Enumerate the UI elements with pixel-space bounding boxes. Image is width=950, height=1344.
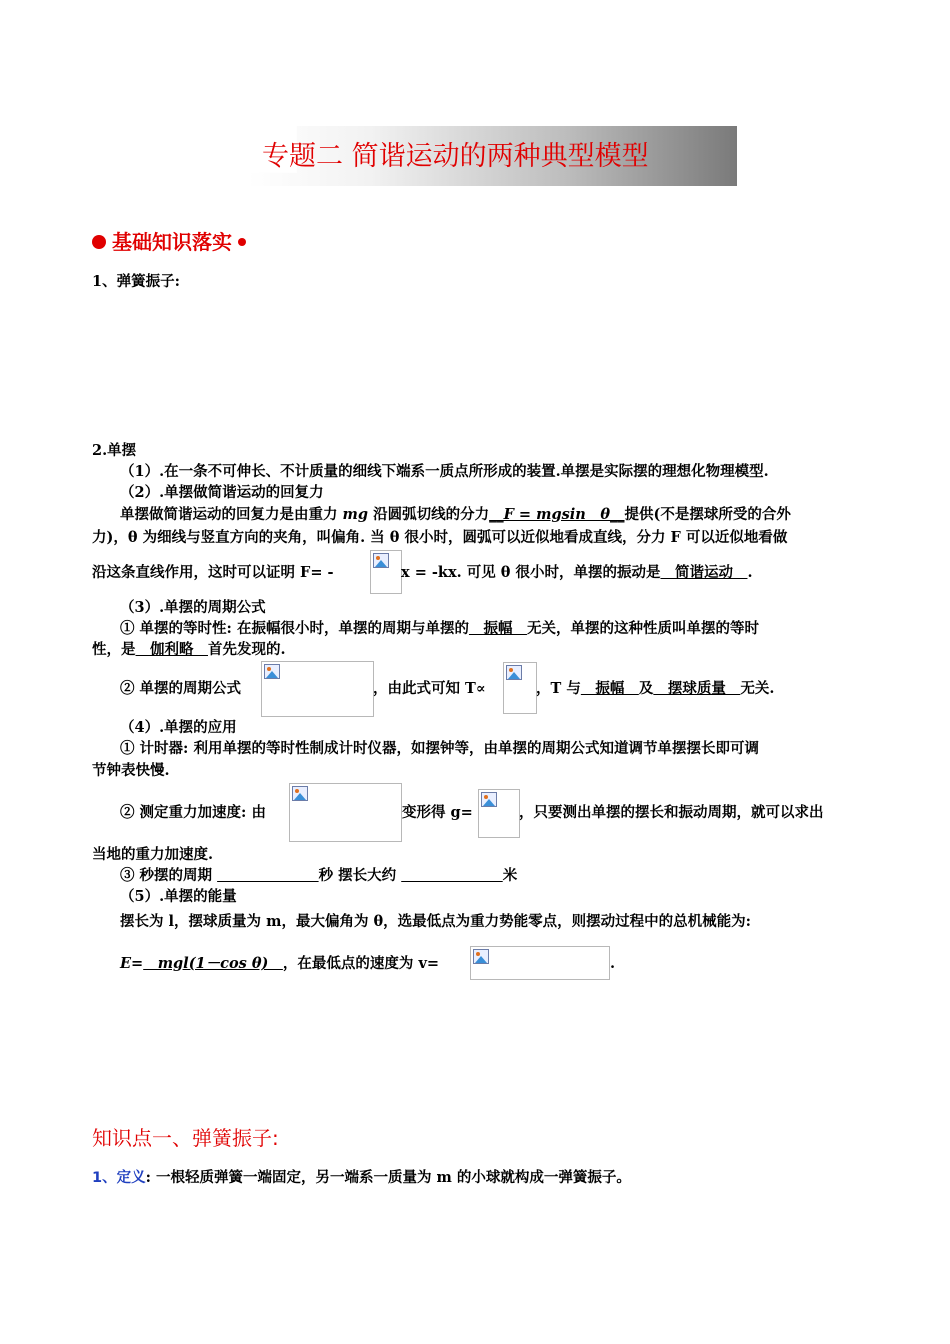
paragraph-11: ① 计时器: 利用单摆的等时性制成计时仪器，如摆钟等，由单摆的周期公式知道调节单摆摆长即可调 xyxy=(120,740,759,757)
formula-image-placeholder xyxy=(478,789,520,838)
bullet-dot-icon xyxy=(92,235,106,249)
paragraph-18c: . xyxy=(610,955,616,972)
answer-blank-galileo: 伽利略 xyxy=(135,641,208,658)
paragraph-5b: x = -kx. 可见 θ 很小时，单摆的振动是 简谐运动 . xyxy=(401,564,753,581)
paragraph-1: （1）.在一条不可伸长、不计质量的细线下端系一质点所形成的装置.单摆是实际摆的理想化物理模型. xyxy=(120,463,769,480)
formula-image-placeholder xyxy=(503,662,537,714)
answer-blank-amplitude: 振幅 xyxy=(468,620,527,637)
paragraph-8: 性，是 伽利略 首先发现的. xyxy=(92,641,286,658)
broken-image-icon xyxy=(481,792,497,807)
paragraph-13b: 变形得 g= xyxy=(402,804,473,821)
page-title: 专题二 简谐运动的两种典型模型 xyxy=(262,141,649,172)
paragraph-16: （5）.单摆的能量 xyxy=(120,888,237,905)
answer-blank-force: __F = mgsin θ__ xyxy=(489,506,625,523)
paragraph-10: （4）.单摆的应用 xyxy=(120,719,237,736)
paragraph-9c: ，T 与 振幅 及 摆球质量 无关. xyxy=(536,680,775,697)
paragraph-6: （3）.单摆的周期公式 xyxy=(120,599,266,616)
answer-blank-mass: 摆球质量 xyxy=(653,680,741,697)
item-pendulum: 2.单摆 xyxy=(92,442,137,459)
paragraph-14: 当地的重力加速度. xyxy=(92,846,214,863)
formula-image-placeholder xyxy=(370,550,402,594)
paragraph-9b: ，由此式可知 T∝ xyxy=(373,680,486,697)
broken-image-icon xyxy=(264,664,280,679)
answer-blank-amplitude-2: 振幅 xyxy=(580,680,639,697)
paragraph-15: ③ 秒摆的周期 秒 摆长大约 米 xyxy=(120,867,518,884)
paragraph-2: （2）.单摆做简谐运动的回复力 xyxy=(120,484,324,501)
paragraph-5a: 沿这条直线作用，这时可以证明 F= - xyxy=(92,564,334,581)
section-heading-basics: 基础知识落实 xyxy=(92,226,246,255)
item-spring-oscillator: 1、弹簧振子: xyxy=(92,273,180,290)
definition-label: 1、定义 xyxy=(92,1170,146,1186)
broken-image-icon xyxy=(473,949,489,964)
answer-blank-length xyxy=(401,867,503,884)
broken-image-icon xyxy=(506,665,522,680)
broken-image-icon xyxy=(373,553,389,568)
answer-blank-shm: 简谐运动 xyxy=(660,564,748,581)
section-heading-knowledge-point-1: 知识点一、弹簧振子: xyxy=(92,1126,279,1150)
paragraph-9a: ② 单摆的周期公式 xyxy=(120,680,242,697)
definition-line: 1、定义: 一根轻质弹簧一端固定，另一端系一质量为 m 的小球就构成一弹簧振子。 xyxy=(92,1169,631,1186)
paragraph-17: 摆长为 l，摆球质量为 m，最大偏角为 θ，选最低点为重力势能零点，则摆动过程中的总机械能为: xyxy=(120,913,752,930)
answer-blank-period xyxy=(217,867,319,884)
formula-image-placeholder xyxy=(289,783,402,842)
paragraph-4: 力)，θ 为细线与竖直方向的夹角，叫偏角. 当 θ 很小时，圆弧可以近似地看成直线，分力 F 可以近似地看做 xyxy=(92,529,788,546)
formula-image-placeholder xyxy=(261,661,374,717)
paragraph-7: ① 单摆的等时性: 在振幅很小时，单摆的周期与单摆的 振幅 无关，单摆的这种性质叫单摆的等时 xyxy=(120,620,759,637)
formula-image-placeholder xyxy=(470,946,610,980)
paragraph-3: 单摆做简谐运动的回复力是由重力 mg 沿圆弧切线的分力__F = mgsin θ__提供(不是摆球所受的合外 xyxy=(120,506,791,523)
paragraph-18a: E= mgl(1－cos θ) ，在最低点的速度为 v= xyxy=(120,955,440,972)
bullet-dot-icon xyxy=(238,238,246,246)
broken-image-icon xyxy=(292,786,308,801)
paragraph-12: 节钟表快慢. xyxy=(92,762,170,779)
answer-blank-energy: mgl(1－cos θ) xyxy=(143,955,283,972)
paragraph-13c: ，只要测出单摆的摆长和振动周期，就可以求出 xyxy=(519,804,824,821)
paragraph-13a: ② 测定重力加速度: 由 xyxy=(120,804,266,821)
